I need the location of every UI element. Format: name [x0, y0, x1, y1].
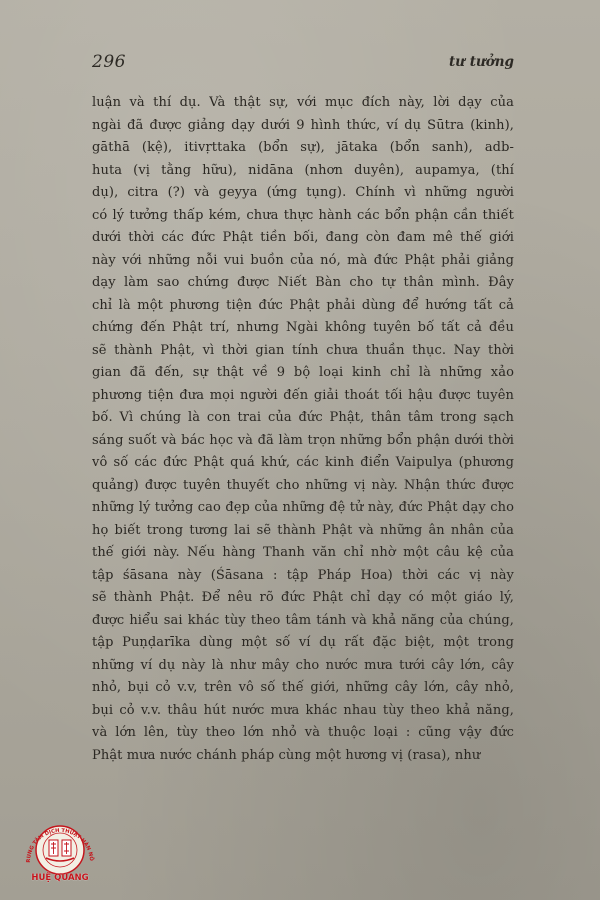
text-line: dạy làm sao chứng được Niết Bàn cho tự thân mình. Đây	[92, 275, 514, 290]
text-line: quảng) được tuyên thuyết cho những vị này. Nhận thức được	[92, 477, 514, 493]
text-line: sẽ thành Phật. Để nêu rõ đức Phật chỉ dạy có một giáo lý,	[92, 590, 514, 605]
logo-label: HUỆ QUANG	[31, 873, 89, 883]
page-header	[92, 52, 514, 76]
text-line: sẽ thành Phật, vì thời gian tính chưa thuần thục. Nay thời	[92, 342, 514, 358]
text-line: được hiểu sai khác tùy theo tâm tánh và khả năng của chúng,	[92, 612, 514, 628]
text-line: bụi cỏ v.v. thâu hút nước mưa khác nhau tùy theo khả năng,	[92, 702, 514, 718]
text-line: phương tiện đưa mọi người đến giải thoát tối hậu được tuyên	[92, 387, 514, 403]
text-line: nhỏ, bụi cỏ v.v, trên vô số thế giới, những cây lớn, cây nhỏ,	[92, 680, 514, 695]
text-line: chỉ là một phương tiện đức Phật phải dùng để hướng tất cả	[92, 297, 514, 313]
body-text	[92, 92, 514, 767]
logo-ring-text: RUNG TÂM DỊCH THUẬT HÁN NÔ	[25, 827, 95, 863]
running-title: tư tưởng	[448, 54, 514, 70]
text-line: Phật mưa nước chánh pháp cùng một hương vị (rasa), như	[92, 747, 481, 763]
text-line: họ biết trong tương lai sẽ thành Phật và những ân nhân của	[92, 522, 514, 538]
text-line: này với những nỗi vui buồn của nó, mà đức Phật phải giảng	[92, 252, 514, 268]
text-line: và lớn lên, tùy theo lớn nhỏ và thuộc loại : cũng vậy đức	[92, 725, 514, 740]
text-line: huta (vị tằng hữu), nidāna (nhơn duyên), aupamya, (thí	[92, 162, 514, 178]
text-line: tập Puṇḍarīka dùng một số ví dụ rất đặc biệt, một trong	[92, 635, 514, 650]
huequang-logo	[18, 818, 102, 888]
text-line: chứng đến Phật trí, nhưng Ngài không tuyên bố tất cả đều	[92, 320, 514, 335]
text-line: những ví dụ này là như mây cho nước mưa tưới cây lớn, cây	[92, 657, 514, 673]
text-line: ngài đã được giảng dạy dưới 9 hình thức, ví dụ Sūtra (kinh),	[92, 117, 514, 133]
text-line: có lý tưởng thấp kém, chưa thực hành các bổn phận cần thiết	[92, 207, 514, 223]
logo-emblem-icon	[18, 818, 102, 878]
text-line: gāthā (kệ), itivṛttaka (bổn sự), jātaka (bổn sanh), adb-	[92, 140, 514, 155]
text-line: bố. Vì chúng là con trai của đức Phật, thân tâm trong sạch	[92, 410, 514, 425]
page-number: 296	[92, 52, 126, 72]
text-line: dụ), citra (?) và geyya (ứng tụng). Chính vì những người	[92, 185, 514, 200]
text-line: những lý tưởng cao đẹp của những đệ tử này, đức Phật dạy cho	[92, 500, 514, 515]
text-line: gian đã đến, sự thật về 9 bộ loại kinh chỉ là những xảo	[92, 365, 514, 380]
text-line: tập śāsana này (Śāsana : tập Pháp Hoa) thời các vị này	[92, 567, 514, 583]
text-line: dưới thời các đức Phật tiền bối, đang còn đam mê thế giới	[92, 230, 514, 245]
text-line: luận và thí dụ. Và thật sự, với mục đích này, lời dạy của	[92, 95, 514, 110]
text-line: vô số các đức Phật quá khứ, các kinh điển Vaipulya (phương	[92, 455, 514, 470]
text-line: thế giới này. Nếu hàng Thanh văn chỉ nhờ một câu kệ của	[92, 545, 514, 560]
text-line: sáng suốt và bác học và đã làm trọn những bổn phận dưới thời	[92, 432, 514, 448]
